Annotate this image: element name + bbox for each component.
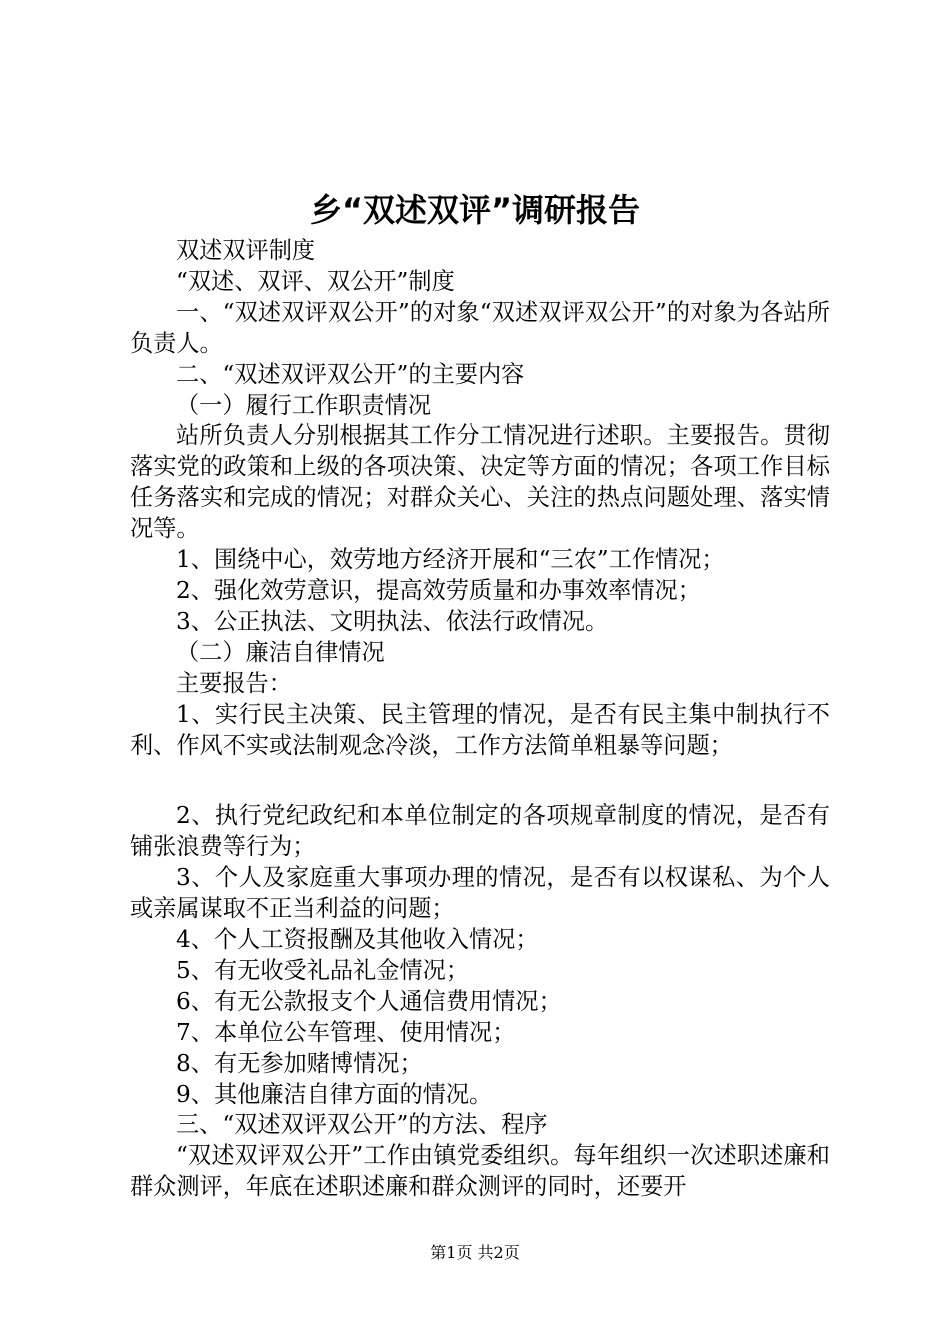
- paragraph: 8、有无参加赌博情况；: [176, 1049, 423, 1077]
- paragraph: 5、有无收受礼品礼金情况；: [176, 956, 470, 984]
- paragraph: 1、实行民主决策、民主管理的情况，是否有民主集中制执行不利、作风不实或法制观念冷淡，工作方法简单粗暴等问题；: [130, 700, 830, 759]
- paragraph: “双述双评双公开”工作由镇党委组织。每年组织一次述职述廉和群众测评，年底在述职述廉和群众测评的同时，还要开: [130, 1142, 830, 1201]
- paragraph: 9、其他廉洁自律方面的情况。: [176, 1080, 493, 1108]
- paragraph: 4、个人工资报酬及其他收入情况；: [176, 926, 539, 954]
- paragraph: 站所负责人分别根据其工作分工情况进行述职。主要报告。贯彻落实党的政策和上级的各项决策、决定等方面的情况；各项工作目标任务落实和完成的情况；对群众关心、关注的热点问题处理、落实情况等。: [130, 422, 830, 543]
- paragraph: 主要报告：: [176, 669, 292, 697]
- paragraph: 2、强化效劳意识，提高效劳质量和办事效率情况；: [176, 576, 701, 604]
- paragraph: 6、有无公款报支个人通信费用情况；: [176, 987, 562, 1015]
- paragraph: （二）廉洁自律情况: [176, 638, 385, 666]
- paragraph: 3、公正执法、文明执法、依法行政情况。: [176, 607, 609, 635]
- document-title: 乡“双述双评”调研报告: [309, 191, 641, 229]
- paragraph: 7、本单位公车管理、使用情况；: [176, 1018, 516, 1046]
- page-footer: 第1页 共2页: [430, 1243, 520, 1262]
- paragraph: 2、执行党纪政纪和本单位制定的各项规章制度的情况，是否有铺张浪费等行为；: [130, 802, 830, 861]
- paragraph: 3、个人及家庭重大事项办理的情况，是否有以权谋私、为个人或亲属谋取不正当利益的问题；: [130, 864, 830, 923]
- paragraph: （一）履行工作职责情况: [176, 391, 432, 419]
- paragraph: “双述、双评、双公开”制度: [176, 267, 455, 295]
- paragraph: 双述双评制度: [176, 237, 316, 264]
- paragraph-gap: [130, 761, 830, 801]
- paragraph: 二、“双述双评双公开”的主要内容: [176, 360, 525, 388]
- paragraph: 1、围绕中心，效劳地方经济开展和“三农”工作情况；: [176, 546, 725, 574]
- paragraph: 三、“双述双评双公开”的方法、程序: [176, 1111, 548, 1139]
- paragraph: 一、“双述双评双公开”的对象“双述双评双公开”的对象为各站所负责人。: [130, 298, 830, 357]
- document-body: [130, 236, 830, 1203]
